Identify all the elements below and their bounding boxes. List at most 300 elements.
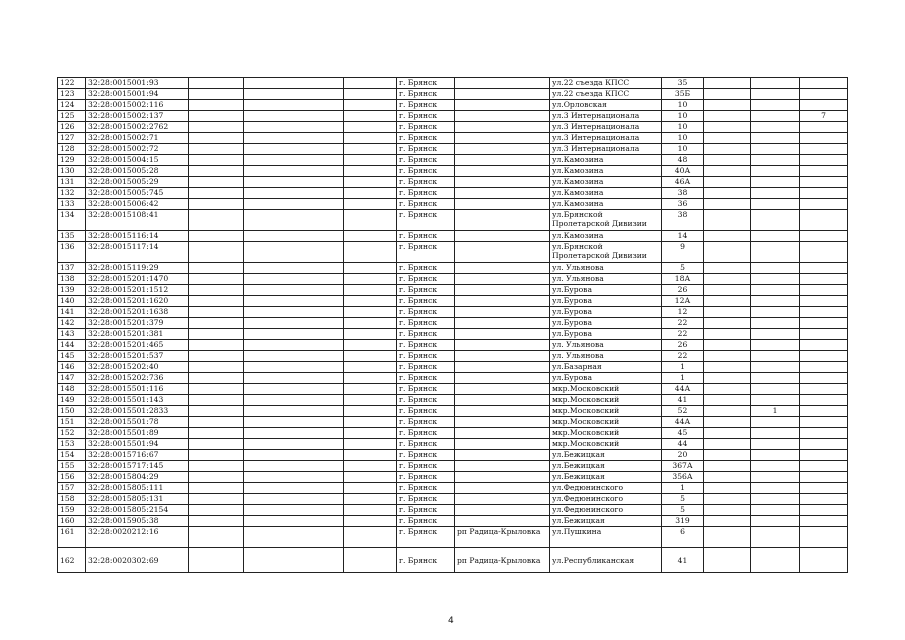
house-number-cell: 18А	[662, 274, 704, 285]
empty-cell	[704, 494, 751, 505]
cadastral-number-cell: 32:28:0015201:1638	[86, 307, 189, 318]
cadastral-number-cell: 32:28:0015201:537	[86, 351, 189, 362]
cadastral-number-cell: 32:28:0015001:93	[86, 78, 189, 89]
empty-cell	[344, 133, 397, 144]
extra-value-cell	[800, 78, 848, 89]
locality-cell	[455, 285, 550, 296]
house-number-cell: 35Б	[662, 89, 704, 100]
house-number-cell: 5	[662, 505, 704, 516]
house-number-cell: 6	[662, 527, 704, 548]
row-number-cell: 156	[58, 472, 86, 483]
extra-value-cell	[800, 166, 848, 177]
empty-cell	[344, 122, 397, 133]
row-number-cell: 153	[58, 439, 86, 450]
extra-value-cell	[800, 548, 848, 573]
locality-cell	[455, 472, 550, 483]
house-number-cell: 38	[662, 188, 704, 199]
empty-cell	[244, 210, 344, 231]
city-cell: г. Брянск	[397, 362, 455, 373]
extra-value-cell	[751, 505, 800, 516]
row-number-cell: 158	[58, 494, 86, 505]
table-row	[58, 122, 848, 133]
house-number-cell: 12А	[662, 296, 704, 307]
empty-cell	[344, 177, 397, 188]
row-number-cell: 145	[58, 351, 86, 362]
city-cell: г. Брянск	[397, 296, 455, 307]
cadastral-number-cell: 32:28:0015005:745	[86, 188, 189, 199]
city-cell: г. Брянск	[397, 210, 455, 231]
table-row	[58, 199, 848, 210]
cadastral-number-cell: 32:28:0015004:15	[86, 155, 189, 166]
empty-cell	[704, 210, 751, 231]
empty-cell	[189, 199, 244, 210]
empty-cell	[344, 351, 397, 362]
empty-cell	[244, 89, 344, 100]
city-cell: г. Брянск	[397, 263, 455, 274]
house-number-cell: 14	[662, 231, 704, 242]
city-cell: г. Брянск	[397, 439, 455, 450]
cadastral-number-cell: 32:28:0015119:29	[86, 263, 189, 274]
street-cell: ул.22 съезда КПСС	[550, 78, 662, 89]
city-cell: г. Брянск	[397, 450, 455, 461]
empty-cell	[244, 188, 344, 199]
extra-value-cell	[800, 318, 848, 329]
house-number-cell: 22	[662, 351, 704, 362]
empty-cell	[244, 395, 344, 406]
table-row	[58, 384, 848, 395]
row-number-cell: 128	[58, 144, 86, 155]
house-number-cell: 1	[662, 373, 704, 384]
city-cell: г. Брянск	[397, 384, 455, 395]
extra-value-cell	[751, 100, 800, 111]
table-row	[58, 89, 848, 100]
cadastral-number-cell: 32:28:0015002:137	[86, 111, 189, 122]
empty-cell	[244, 296, 344, 307]
city-cell: г. Брянск	[397, 89, 455, 100]
empty-cell	[244, 483, 344, 494]
empty-cell	[704, 231, 751, 242]
empty-cell	[344, 210, 397, 231]
empty-cell	[244, 362, 344, 373]
extra-value-cell: 7	[800, 111, 848, 122]
empty-cell	[704, 274, 751, 285]
house-number-cell: 26	[662, 285, 704, 296]
empty-cell	[189, 166, 244, 177]
city-cell: г. Брянск	[397, 100, 455, 111]
street-cell: ул.Камозина	[550, 199, 662, 210]
empty-cell	[244, 406, 344, 417]
locality-cell	[455, 133, 550, 144]
empty-cell	[244, 527, 344, 548]
empty-cell	[704, 417, 751, 428]
extra-value-cell	[751, 166, 800, 177]
extra-value-cell	[751, 133, 800, 144]
empty-cell	[704, 318, 751, 329]
extra-value-cell	[800, 307, 848, 318]
table-row	[58, 450, 848, 461]
empty-cell	[244, 384, 344, 395]
empty-cell	[189, 548, 244, 573]
street-cell: ул. Ульянова	[550, 351, 662, 362]
empty-cell	[244, 100, 344, 111]
locality-cell	[455, 296, 550, 307]
extra-value-cell	[751, 210, 800, 231]
locality-cell	[455, 362, 550, 373]
row-number-cell: 146	[58, 362, 86, 373]
empty-cell	[344, 199, 397, 210]
street-cell: мкр.Московский	[550, 384, 662, 395]
extra-value-cell	[751, 78, 800, 89]
empty-cell	[189, 263, 244, 274]
row-number-cell: 138	[58, 274, 86, 285]
empty-cell	[704, 340, 751, 351]
extra-value-cell	[800, 89, 848, 100]
table-row	[58, 100, 848, 111]
house-number-cell: 41	[662, 548, 704, 573]
cadastral-number-cell: 32:28:0015501:2833	[86, 406, 189, 417]
empty-cell	[704, 351, 751, 362]
street-cell: ул.Базарная	[550, 362, 662, 373]
house-number-cell: 20	[662, 450, 704, 461]
house-number-cell: 40А	[662, 166, 704, 177]
empty-cell	[344, 285, 397, 296]
extra-value-cell	[800, 296, 848, 307]
locality-cell	[455, 166, 550, 177]
street-cell: ул.Камозина	[550, 155, 662, 166]
row-number-cell: 162	[58, 548, 86, 573]
extra-value-cell	[751, 199, 800, 210]
extra-value-cell	[800, 133, 848, 144]
extra-value-cell	[800, 384, 848, 395]
table-row	[58, 439, 848, 450]
cadastral-number-cell: 32:28:0020302:69	[86, 548, 189, 573]
street-cell: ул.Республиканская	[550, 548, 662, 573]
extra-value-cell	[800, 177, 848, 188]
extra-value-cell	[800, 188, 848, 199]
extra-value-cell	[800, 351, 848, 362]
empty-cell	[189, 505, 244, 516]
extra-value-cell	[800, 483, 848, 494]
extra-value-cell	[751, 417, 800, 428]
row-number-cell: 160	[58, 516, 86, 527]
cadastral-number-cell: 32:28:0015002:2762	[86, 122, 189, 133]
extra-value-cell: 1	[751, 406, 800, 417]
locality-cell	[455, 373, 550, 384]
empty-cell	[189, 210, 244, 231]
city-cell: г. Брянск	[397, 548, 455, 573]
table-row	[58, 133, 848, 144]
house-number-cell: 44А	[662, 384, 704, 395]
table-row	[58, 406, 848, 417]
locality-cell	[455, 111, 550, 122]
extra-value-cell	[800, 285, 848, 296]
street-cell: мкр.Московский	[550, 406, 662, 417]
cadastral-number-cell: 32:28:0015005:29	[86, 177, 189, 188]
extra-value-cell	[751, 373, 800, 384]
table-row	[58, 351, 848, 362]
empty-cell	[704, 362, 751, 373]
cadastral-number-cell: 32:28:0015201:465	[86, 340, 189, 351]
table-row	[58, 111, 848, 122]
row-number-cell: 135	[58, 231, 86, 242]
table-row	[58, 307, 848, 318]
cadastral-number-cell: 32:28:0015501:89	[86, 428, 189, 439]
extra-value-cell	[751, 242, 800, 263]
empty-cell	[189, 296, 244, 307]
empty-cell	[704, 111, 751, 122]
empty-cell	[189, 439, 244, 450]
empty-cell	[704, 122, 751, 133]
empty-cell	[344, 188, 397, 199]
table-row	[58, 417, 848, 428]
extra-value-cell	[751, 483, 800, 494]
empty-cell	[189, 384, 244, 395]
table-row	[58, 144, 848, 155]
extra-value-cell	[751, 494, 800, 505]
street-cell: ул.Бежицкая	[550, 450, 662, 461]
empty-cell	[189, 417, 244, 428]
row-number-cell: 151	[58, 417, 86, 428]
page-number: 4	[448, 616, 454, 626]
empty-cell	[704, 177, 751, 188]
street-cell: ул.Бежицкая	[550, 516, 662, 527]
extra-value-cell	[800, 494, 848, 505]
empty-cell	[704, 285, 751, 296]
city-cell: г. Брянск	[397, 307, 455, 318]
row-number-cell: 125	[58, 111, 86, 122]
table-row	[58, 78, 848, 89]
extra-value-cell	[800, 274, 848, 285]
extra-value-cell	[751, 548, 800, 573]
empty-cell	[704, 472, 751, 483]
street-cell: ул.22 съезда КПСС	[550, 89, 662, 100]
row-number-cell: 139	[58, 285, 86, 296]
table-row	[58, 362, 848, 373]
street-cell: ул. Ульянова	[550, 340, 662, 351]
empty-cell	[244, 122, 344, 133]
empty-cell	[704, 296, 751, 307]
empty-cell	[244, 111, 344, 122]
extra-value-cell	[800, 263, 848, 274]
empty-cell	[189, 318, 244, 329]
house-number-cell: 10	[662, 111, 704, 122]
house-number-cell: 12	[662, 307, 704, 318]
cadastral-number-cell: 32:28:0015805:2154	[86, 505, 189, 516]
street-cell: ул.Брянской Пролетарской Дивизии	[550, 210, 662, 231]
table-row	[58, 505, 848, 516]
extra-value-cell	[751, 111, 800, 122]
extra-value-cell	[800, 144, 848, 155]
row-number-cell: 155	[58, 461, 86, 472]
locality-cell	[455, 417, 550, 428]
house-number-cell: 35	[662, 78, 704, 89]
extra-value-cell	[800, 461, 848, 472]
empty-cell	[189, 450, 244, 461]
empty-cell	[344, 340, 397, 351]
house-number-cell: 1	[662, 483, 704, 494]
house-number-cell: 22	[662, 329, 704, 340]
cadastral-number-cell: 32:28:0015002:71	[86, 133, 189, 144]
extra-value-cell	[751, 122, 800, 133]
cadastral-number-cell: 32:28:0015116:14	[86, 231, 189, 242]
locality-cell	[455, 505, 550, 516]
row-number-cell: 150	[58, 406, 86, 417]
extra-value-cell	[751, 144, 800, 155]
extra-value-cell	[751, 395, 800, 406]
empty-cell	[344, 274, 397, 285]
empty-cell	[244, 340, 344, 351]
city-cell: г. Брянск	[397, 395, 455, 406]
city-cell: г. Брянск	[397, 351, 455, 362]
extra-value-cell	[800, 199, 848, 210]
extra-value-cell	[751, 428, 800, 439]
city-cell: г. Брянск	[397, 111, 455, 122]
street-cell: ул.Бурова	[550, 329, 662, 340]
cadastral-number-cell: 32:28:0015201:1620	[86, 296, 189, 307]
locality-cell	[455, 144, 550, 155]
locality-cell	[455, 461, 550, 472]
street-cell: ул.3 Интернационала	[550, 133, 662, 144]
cadastral-number-cell: 32:28:0015804:29	[86, 472, 189, 483]
city-cell: г. Брянск	[397, 505, 455, 516]
extra-value-cell	[800, 231, 848, 242]
extra-value-cell	[800, 472, 848, 483]
city-cell: г. Брянск	[397, 144, 455, 155]
cadastral-number-cell: 32:28:0015501:143	[86, 395, 189, 406]
empty-cell	[704, 461, 751, 472]
row-number-cell: 131	[58, 177, 86, 188]
empty-cell	[189, 231, 244, 242]
empty-cell	[344, 439, 397, 450]
register-table	[57, 77, 848, 573]
extra-value-cell	[800, 242, 848, 263]
empty-cell	[189, 406, 244, 417]
street-cell: ул.Бурова	[550, 285, 662, 296]
street-cell: ул. Ульянова	[550, 274, 662, 285]
cadastral-number-cell: 32:28:0015501:116	[86, 384, 189, 395]
empty-cell	[244, 351, 344, 362]
street-cell: мкр.Московский	[550, 417, 662, 428]
empty-cell	[344, 78, 397, 89]
extra-value-cell	[751, 516, 800, 527]
empty-cell	[189, 285, 244, 296]
empty-cell	[189, 274, 244, 285]
locality-cell	[455, 395, 550, 406]
table-row	[58, 296, 848, 307]
empty-cell	[344, 516, 397, 527]
locality-cell	[455, 199, 550, 210]
street-cell: ул.3 Интернационала	[550, 111, 662, 122]
house-number-cell: 356А	[662, 472, 704, 483]
row-number-cell: 144	[58, 340, 86, 351]
city-cell: г. Брянск	[397, 428, 455, 439]
table-row	[58, 494, 848, 505]
locality-cell	[455, 263, 550, 274]
locality-cell	[455, 516, 550, 527]
house-number-cell: 44	[662, 439, 704, 450]
extra-value-cell	[751, 155, 800, 166]
empty-cell	[189, 351, 244, 362]
extra-value-cell	[800, 100, 848, 111]
empty-cell	[704, 483, 751, 494]
row-number-cell: 123	[58, 89, 86, 100]
extra-value-cell	[800, 439, 848, 450]
empty-cell	[704, 144, 751, 155]
table-row	[58, 285, 848, 296]
empty-cell	[189, 395, 244, 406]
row-number-cell: 132	[58, 188, 86, 199]
city-cell: г. Брянск	[397, 461, 455, 472]
locality-cell	[455, 155, 550, 166]
empty-cell	[189, 527, 244, 548]
street-cell: мкр.Московский	[550, 428, 662, 439]
street-cell: ул.3 Интернационала	[550, 122, 662, 133]
empty-cell	[244, 78, 344, 89]
cadastral-number-cell: 32:28:0015201:1470	[86, 274, 189, 285]
empty-cell	[189, 78, 244, 89]
city-cell: г. Брянск	[397, 483, 455, 494]
empty-cell	[189, 329, 244, 340]
row-number-cell: 161	[58, 527, 86, 548]
locality-cell	[455, 89, 550, 100]
locality-cell	[455, 100, 550, 111]
table-row	[58, 461, 848, 472]
empty-cell	[244, 133, 344, 144]
city-cell: г. Брянск	[397, 155, 455, 166]
cadastral-number-cell: 32:28:0015716:67	[86, 450, 189, 461]
empty-cell	[344, 263, 397, 274]
empty-cell	[704, 516, 751, 527]
empty-cell	[344, 395, 397, 406]
table-row	[58, 155, 848, 166]
empty-cell	[189, 188, 244, 199]
city-cell: г. Брянск	[397, 177, 455, 188]
street-cell: ул. Ульянова	[550, 263, 662, 274]
locality-cell	[455, 384, 550, 395]
table-row	[58, 516, 848, 527]
empty-cell	[189, 362, 244, 373]
empty-cell	[344, 417, 397, 428]
house-number-cell: 10	[662, 122, 704, 133]
empty-cell	[244, 155, 344, 166]
street-cell: ул.Бежицкая	[550, 461, 662, 472]
city-cell: г. Брянск	[397, 527, 455, 548]
extra-value-cell	[751, 472, 800, 483]
cadastral-number-cell: 32:28:0015005:28	[86, 166, 189, 177]
city-cell: г. Брянск	[397, 494, 455, 505]
extra-value-cell	[751, 263, 800, 274]
empty-cell	[244, 505, 344, 516]
house-number-cell: 319	[662, 516, 704, 527]
city-cell: г. Брянск	[397, 340, 455, 351]
city-cell: г. Брянск	[397, 329, 455, 340]
empty-cell	[244, 329, 344, 340]
empty-cell	[244, 318, 344, 329]
cadastral-number-cell: 32:28:0015001:94	[86, 89, 189, 100]
empty-cell	[704, 155, 751, 166]
row-number-cell: 140	[58, 296, 86, 307]
extra-value-cell	[751, 450, 800, 461]
table-row	[58, 428, 848, 439]
extra-value-cell	[800, 362, 848, 373]
empty-cell	[344, 307, 397, 318]
city-cell: г. Брянск	[397, 472, 455, 483]
empty-cell	[344, 483, 397, 494]
empty-cell	[189, 483, 244, 494]
empty-cell	[244, 548, 344, 573]
table-row	[58, 188, 848, 199]
house-number-cell: 44А	[662, 417, 704, 428]
